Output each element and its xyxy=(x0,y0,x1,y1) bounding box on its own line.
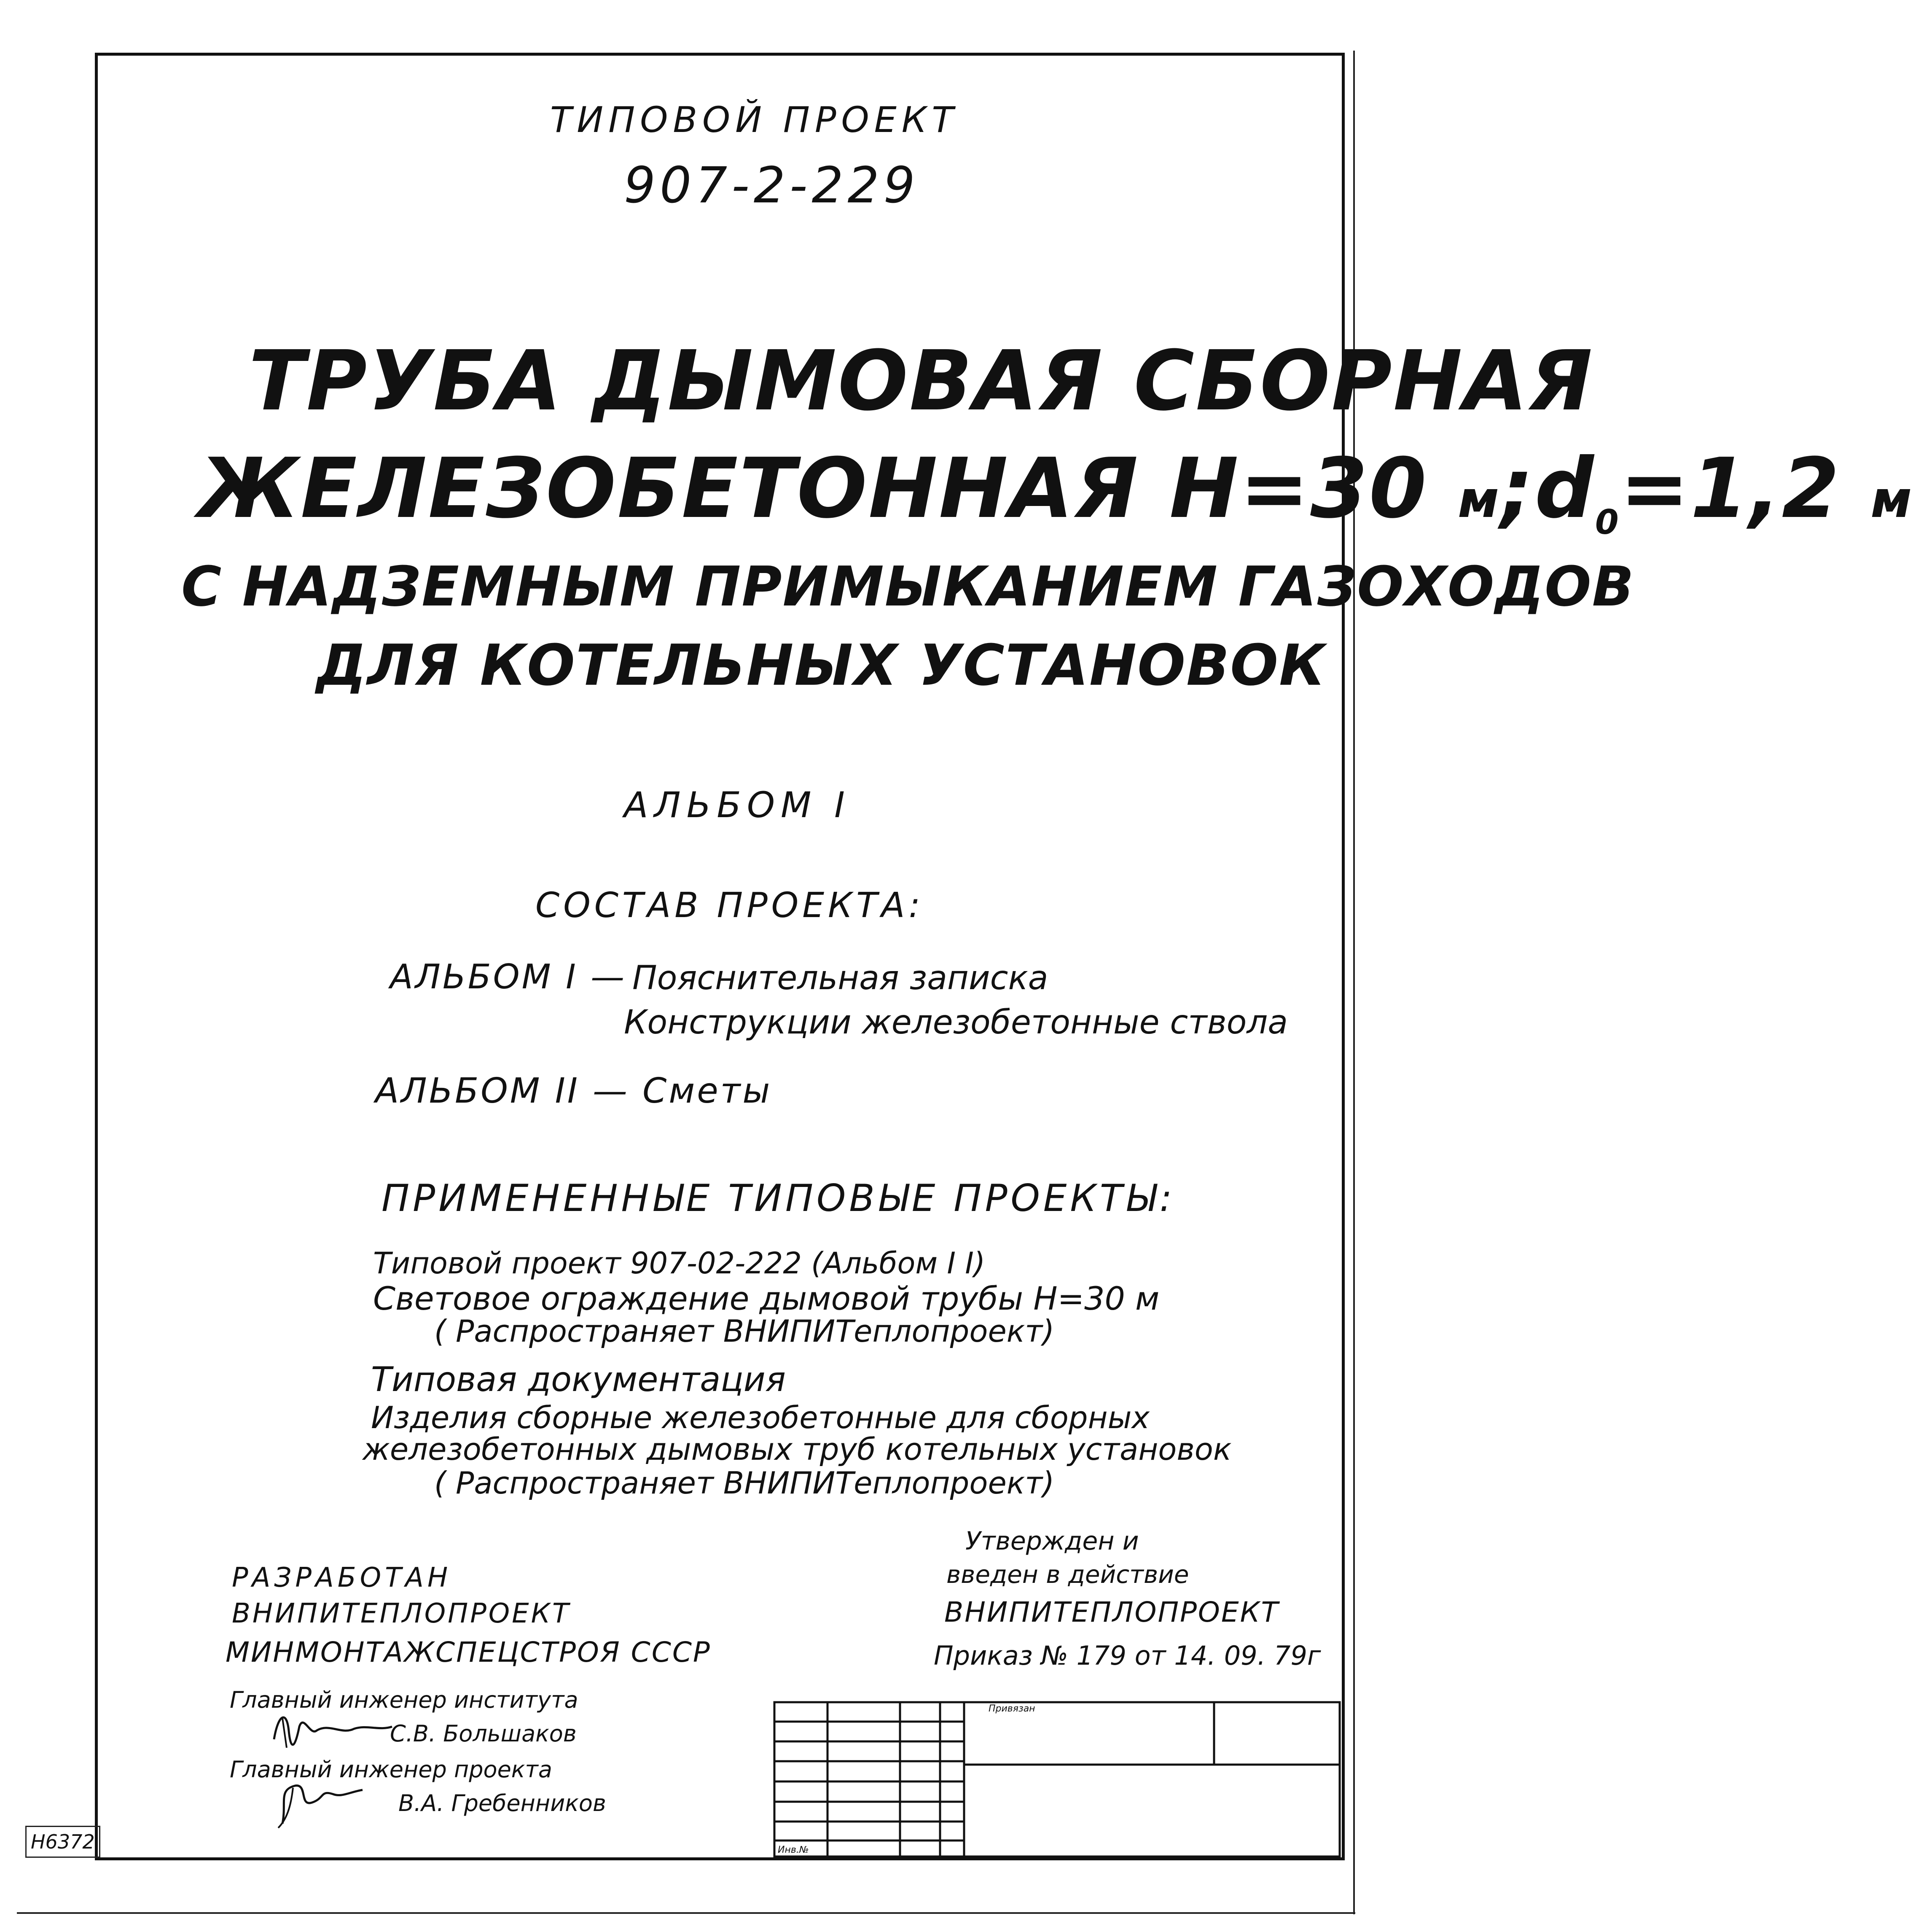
applied-line-4: Типовая документация xyxy=(371,1360,786,1399)
applied-line-6: железобетонных дымовых труб котельных установок xyxy=(363,1432,1232,1467)
title-line-3: С НАДЗЕМНЫМ ПРИМЫКАНИЕМ ГАЗОХОДОВ xyxy=(181,554,1635,619)
title-d-sub: 0 xyxy=(1595,503,1620,542)
signature-bolshakov xyxy=(270,1706,396,1756)
project-number: 907-2-229 xyxy=(624,156,919,214)
album1-label: АЛЬБОМ I — xyxy=(390,957,627,996)
stamp-inv-label: Инв.№ xyxy=(778,1845,809,1855)
signature-grebennikov xyxy=(270,1777,367,1832)
applied-heading: ПРИМЕНЕННЫЕ ТИПОВЫЕ ПРОЕКТЫ: xyxy=(382,1176,1176,1220)
title-line-2-main: ЖЕЛЕЗОБЕТОННАЯ H=30 xyxy=(198,441,1428,537)
sheet-edge-right xyxy=(1353,51,1355,1914)
title-line-2 xyxy=(198,441,1913,542)
chief-project-name: В.А. Гребенников xyxy=(398,1790,606,1816)
album2-line: АЛЬБОМ II — Сметы xyxy=(375,1071,772,1111)
chief-institute-name: С.В. Большаков xyxy=(390,1720,577,1747)
applied-line-7: ( Распространяет ВНИПИТеплопроект) xyxy=(434,1465,1055,1501)
title-line-4: ДЛЯ КОТЕЛЬНЫХ УСТАНОВОК xyxy=(316,632,1326,698)
composition-heading: СОСТАВ ПРОЕКТА: xyxy=(535,885,924,926)
title-unit-1: м xyxy=(1458,471,1501,529)
developed-label: РАЗРАБОТАН xyxy=(232,1562,452,1593)
stamp-ref-label: Привязан xyxy=(989,1703,1035,1714)
title-sep: ; xyxy=(1500,441,1535,537)
title-d: d xyxy=(1534,441,1595,537)
approved-line-1: Утвержден и xyxy=(965,1526,1139,1556)
album-label: АЛЬБОМ I xyxy=(624,784,851,826)
applied-line-1: Типовой проект 907-02-222 (Альбом I I) xyxy=(373,1246,986,1281)
type-project-label: ТИПОВОЙ ПРОЕКТ xyxy=(550,99,959,140)
developed-ministry: МИНМОНТАЖСПЕЦСТРОЯ СССР xyxy=(226,1636,711,1668)
applied-line-3: ( Распространяет ВНИПИТеплопроект) xyxy=(434,1313,1055,1349)
title-unit-2: м xyxy=(1870,471,1913,529)
title-d-value: =1,2 xyxy=(1620,441,1841,537)
developed-org: ВНИПИТЕПЛОПРОЕКТ xyxy=(232,1598,571,1629)
chief-institute-title: Главный инженер института xyxy=(230,1687,578,1713)
sheet-edge-bottom xyxy=(17,1912,1355,1914)
inventory-number: Н6372 xyxy=(25,1826,100,1858)
album1-item-1: Пояснительная записка xyxy=(632,959,1048,997)
album1-item-2: Конструкции железобетонные ствола xyxy=(624,1004,1288,1041)
approved-order: Приказ № 179 от 14. 09. 79г xyxy=(934,1640,1321,1671)
applied-line-5: Изделия сборные железобетонные для сборных xyxy=(371,1400,1150,1435)
approved-org: ВНИПИТЕПЛОПРОЕКТ xyxy=(944,1596,1279,1628)
title-line-1: ТРУБА ДЫМОВАЯ СБОРНАЯ xyxy=(249,333,1594,429)
title-block-stamp xyxy=(774,1701,1341,1857)
applied-line-2: Световое ограждение дымовой трубы H=30 м xyxy=(373,1280,1160,1317)
approved-line-2: введен в действие xyxy=(946,1560,1189,1589)
chief-project-title: Главный инженер проекта xyxy=(230,1756,552,1783)
